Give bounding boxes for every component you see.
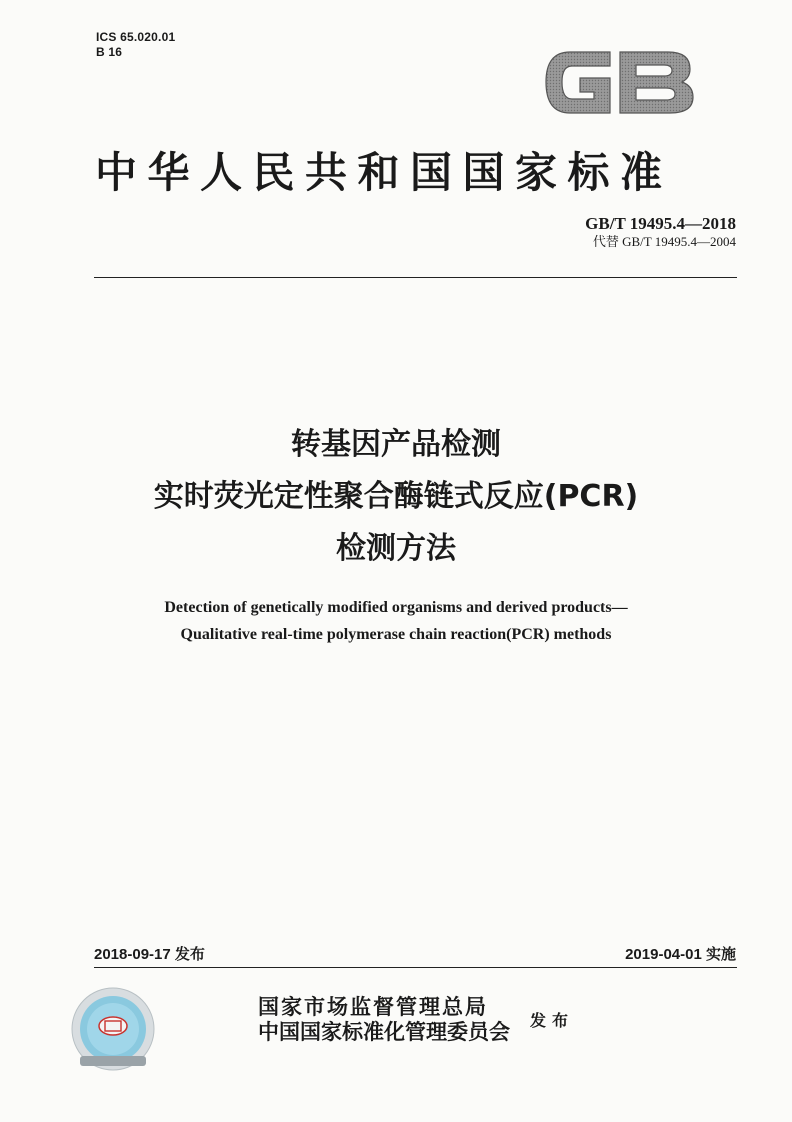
chinese-title-line-1: 转基因产品检测 [291,427,501,462]
classification-codes [96,30,175,60]
chinese-title-line-3: 检测方法 [336,531,456,566]
chinese-title-line-2: 实时荧光定性聚合酶链式反应(PCR) [153,479,639,514]
issuer-line-1: 国家市场监督管理总局 [258,994,488,1019]
gb-logo [540,40,698,125]
english-title-line-1: Detection of genetically modified organisms and derived products— [164,599,628,616]
anti-counterfeit-seal-icon [70,986,156,1072]
standard-title: 中华人民共和国国家标准 [95,148,673,197]
issue-date: 2018-09-17 发布 [94,946,205,963]
issuer-line-2: 中国国家标准化管理委员会 [258,1019,510,1044]
english-title-line-2: Qualitative real-time polymerase chain reaction(PCR) methods [180,626,612,643]
implementation-date: 2019-04-01 实施 [625,946,736,963]
replaces-standard: 代替 GB/T 19495.4—2004 [592,234,736,249]
standard-number: GB/T 19495.4—2018 [585,214,736,233]
ics-code: ICS 65.020.01 [96,30,176,44]
top-divider [94,277,737,278]
bottom-divider [94,967,737,968]
publish-label: 发布 [530,1011,575,1030]
ccs-code: B 16 [96,45,123,59]
